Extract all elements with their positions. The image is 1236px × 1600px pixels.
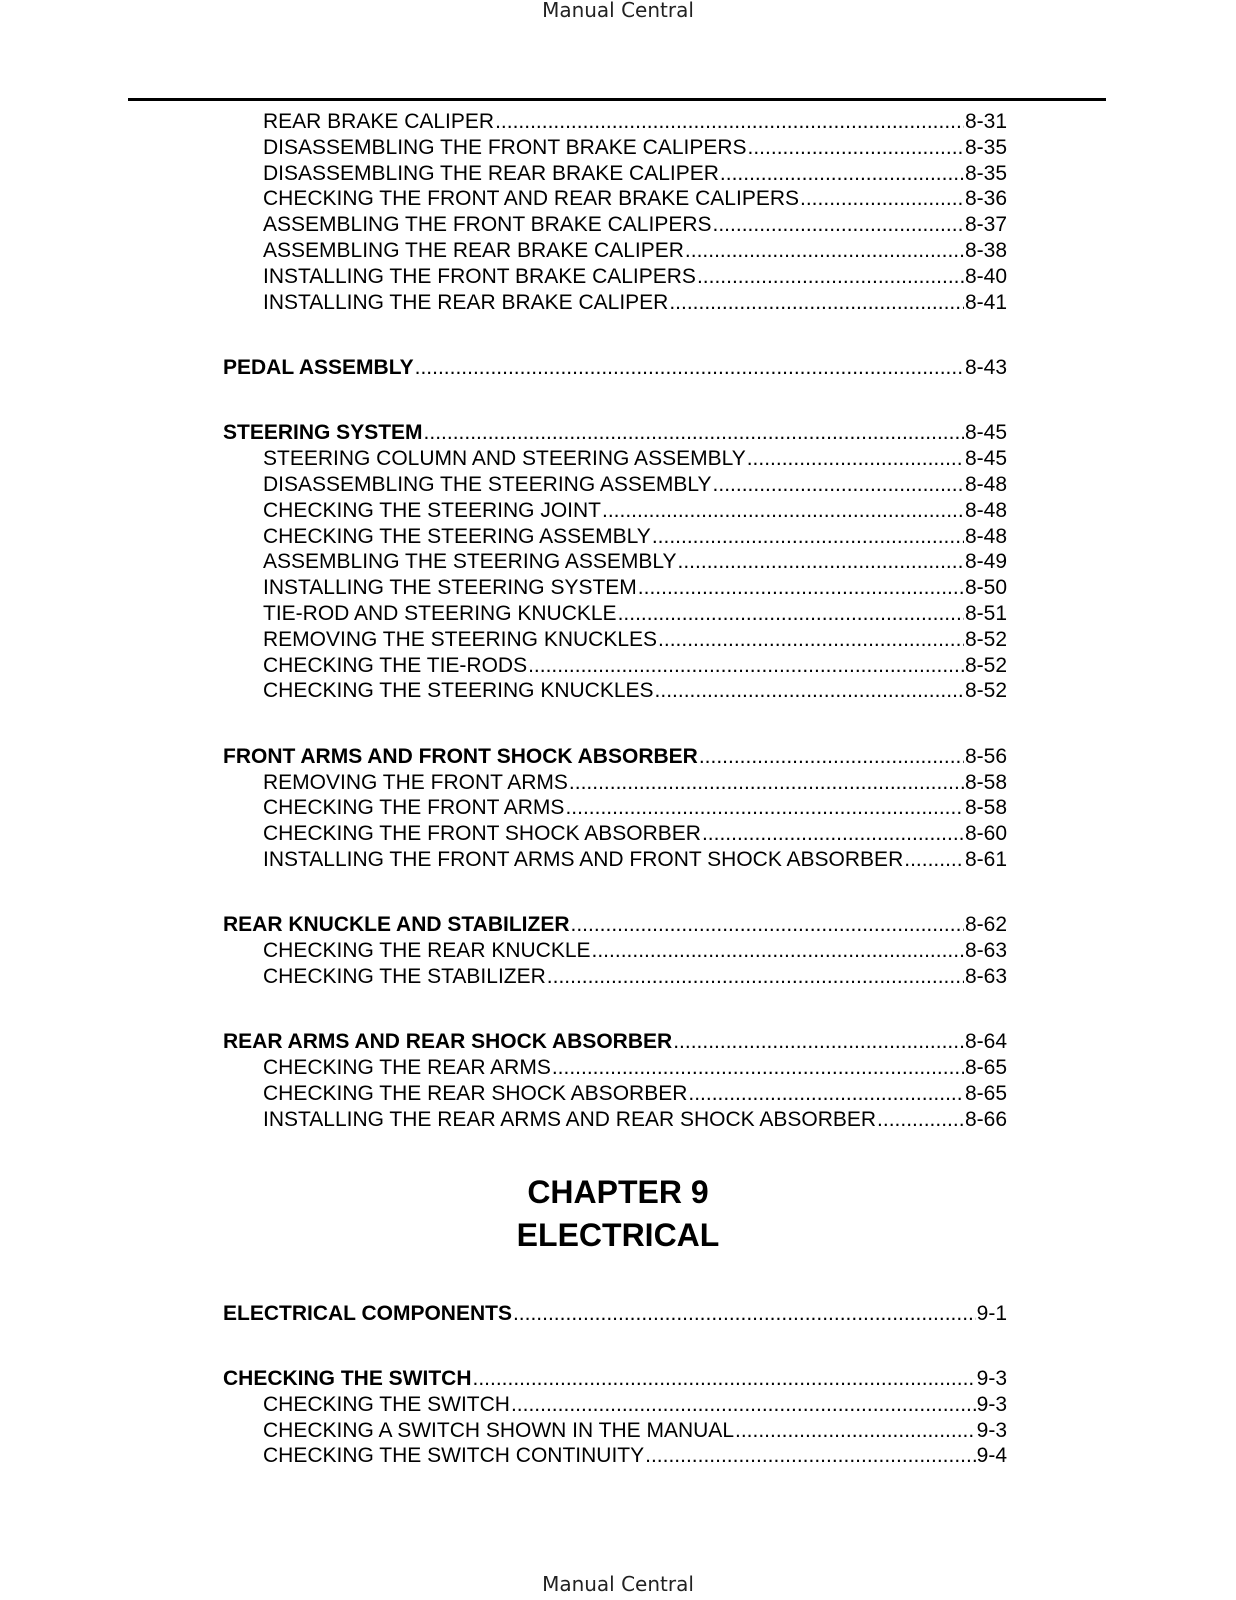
toc-leader-dots bbox=[658, 627, 964, 653]
toc-entry bbox=[263, 264, 1007, 290]
toc-entry-title: CHECKING THE STABILIZER bbox=[263, 965, 546, 988]
toc-entry-title: ASSEMBLING THE FRONT BRAKE CALIPERS bbox=[263, 213, 712, 237]
toc-entry-title: INSTALLING THE FRONT ARMS AND FRONT SHOCK ABSORBER bbox=[263, 848, 904, 871]
toc-page-number: 8-63 bbox=[964, 939, 1007, 963]
toc-leader-dots bbox=[592, 938, 964, 964]
toc-entry bbox=[263, 186, 1007, 212]
toc-page-number: 8-58 bbox=[964, 796, 1007, 820]
toc-leader-dots bbox=[571, 912, 964, 938]
toc-page-number: 8-52 bbox=[964, 679, 1007, 703]
toc-leader-dots bbox=[415, 355, 964, 381]
toc-section-heading bbox=[223, 1029, 1007, 1055]
toc-entry bbox=[263, 938, 1007, 964]
toc-entry bbox=[263, 1081, 1007, 1107]
toc-entry-title: INSTALLING THE FRONT BRAKE CALIPERS bbox=[263, 264, 696, 288]
toc-leader-dots bbox=[877, 1107, 964, 1133]
toc-page-number: 8-52 bbox=[964, 653, 1007, 677]
toc-entry bbox=[263, 1392, 1007, 1418]
toc-entry-title: FRONT ARMS AND FRONT SHOCK ABSORBER bbox=[223, 744, 698, 768]
toc-page-number: 8-40 bbox=[964, 264, 1007, 288]
toc-entry-title: ELECTRICAL COMPONENTS bbox=[223, 1301, 512, 1325]
toc-page-number: 9-3 bbox=[976, 1367, 1007, 1390]
toc-page-number: 8-45 bbox=[964, 421, 1007, 445]
toc-entry-title: REMOVING THE STEERING KNUCKLES bbox=[263, 627, 658, 651]
toc-leader-dots bbox=[688, 1081, 964, 1107]
toc-entry bbox=[263, 627, 1007, 653]
toc-section-heading bbox=[223, 1366, 1007, 1392]
toc-page-number: 8-65 bbox=[964, 1082, 1007, 1105]
toc-entry-title: REAR ARMS AND REAR SHOCK ABSORBER bbox=[223, 1030, 673, 1054]
toc-entry bbox=[263, 1107, 1007, 1133]
toc-entry-title: DISASSEMBLING THE REAR BRAKE CALIPER bbox=[263, 161, 719, 185]
toc-entry bbox=[263, 821, 1007, 847]
header-rule bbox=[128, 98, 1106, 101]
toc-leader-dots bbox=[904, 847, 964, 873]
toc-page-number: 8-48 bbox=[964, 498, 1007, 522]
toc-leader-dots bbox=[697, 264, 964, 290]
toc-leader-dots bbox=[552, 1055, 964, 1081]
toc-page-number: 9-3 bbox=[976, 1392, 1007, 1416]
toc-leader-dots bbox=[495, 109, 964, 135]
toc-leader-dots bbox=[513, 1301, 976, 1327]
toc-entry bbox=[263, 601, 1007, 627]
toc-leader-dots bbox=[424, 420, 964, 446]
toc-page-number: 8-58 bbox=[964, 770, 1007, 794]
toc-page-number: 8-38 bbox=[964, 239, 1007, 262]
toc-entry bbox=[263, 653, 1007, 679]
toc-entry bbox=[263, 1418, 1007, 1444]
toc-entry bbox=[263, 212, 1007, 238]
toc-entry-title: CHECKING THE STEERING JOINT bbox=[263, 498, 601, 522]
toc-leader-dots bbox=[678, 549, 964, 575]
toc-entry-title: CHECKING THE SWITCH CONTINUITY bbox=[263, 1444, 645, 1468]
toc-page-number: 8-62 bbox=[964, 913, 1007, 937]
toc-entry-title: DISASSEMBLING THE STEERING ASSEMBLY bbox=[263, 473, 712, 496]
toc-entry bbox=[263, 964, 1007, 990]
toc-entry-title: CHECKING THE FRONT AND REAR BRAKE CALIPERS bbox=[263, 187, 800, 211]
toc-entry-title: CHECKING THE SWITCH bbox=[223, 1367, 472, 1390]
toc-entry-title: ASSEMBLING THE STEERING ASSEMBLY bbox=[263, 550, 677, 574]
toc-entry bbox=[263, 795, 1007, 821]
toc-leader-dots bbox=[652, 524, 964, 550]
toc-page-number: 8-41 bbox=[964, 290, 1007, 314]
toc-page-number: 8-50 bbox=[964, 576, 1007, 600]
toc-leader-dots bbox=[528, 653, 964, 679]
page-footer: Manual Central bbox=[542, 1572, 694, 1596]
toc-entry bbox=[263, 135, 1007, 161]
toc-entry bbox=[263, 678, 1007, 704]
toc-leader-dots bbox=[511, 1392, 976, 1418]
toc-entry-title: INSTALLING THE REAR ARMS AND REAR SHOCK ABSORBER bbox=[263, 1107, 877, 1131]
toc-section-heading bbox=[223, 420, 1007, 446]
toc-entry-title: CHECKING THE FRONT SHOCK ABSORBER bbox=[263, 822, 701, 846]
toc-entry bbox=[263, 290, 1007, 316]
toc-entry-title: INSTALLING THE REAR BRAKE CALIPER bbox=[263, 290, 669, 314]
toc-page-number: 9-3 bbox=[976, 1418, 1007, 1442]
toc-entry bbox=[263, 109, 1007, 135]
toc-entry-title: PEDAL ASSEMBLY bbox=[223, 356, 414, 379]
toc-page-number: 8-36 bbox=[964, 187, 1007, 211]
toc-leader-dots bbox=[713, 472, 964, 498]
toc-entry-title: DISASSEMBLING THE FRONT BRAKE CALIPERS bbox=[263, 135, 747, 159]
toc-page-number: 8-66 bbox=[964, 1107, 1007, 1131]
toc-page-number: 8-35 bbox=[964, 161, 1007, 185]
toc-entry-title: CHECKING THE STEERING ASSEMBLY bbox=[263, 524, 651, 548]
toc-entry-title: REAR KNUCKLE AND STABILIZER bbox=[223, 913, 570, 937]
toc-entry-title: ASSEMBLING THE REAR BRAKE CALIPER bbox=[263, 239, 684, 262]
toc-leader-dots bbox=[673, 1029, 964, 1055]
toc-entry bbox=[263, 161, 1007, 187]
toc-leader-dots bbox=[618, 601, 964, 627]
toc-leader-dots bbox=[569, 770, 964, 796]
toc-page-number: 8-61 bbox=[964, 848, 1007, 871]
toc-page-number: 8-45 bbox=[964, 447, 1007, 471]
toc-entry-title: INSTALLING THE STEERING SYSTEM bbox=[263, 576, 637, 600]
toc-leader-dots bbox=[702, 821, 964, 847]
toc-page-number: 9-1 bbox=[976, 1301, 1007, 1325]
toc-page-number: 8-63 bbox=[964, 965, 1007, 988]
toc-page-number: 8-31 bbox=[964, 110, 1007, 133]
toc-leader-dots bbox=[645, 1443, 976, 1469]
chapter-title: ELECTRICAL bbox=[516, 1217, 720, 1253]
toc-leader-dots bbox=[720, 161, 964, 187]
toc-page-number: 8-51 bbox=[964, 602, 1007, 625]
toc-page-number: 8-64 bbox=[964, 1030, 1007, 1054]
toc-page-number: 8-49 bbox=[964, 550, 1007, 574]
toc-entry-title: CHECKING THE REAR KNUCKLE bbox=[263, 939, 591, 963]
toc-entry bbox=[263, 472, 1007, 498]
toc-leader-dots bbox=[565, 795, 964, 821]
toc-leader-dots bbox=[473, 1366, 976, 1392]
toc-page-number: 8-52 bbox=[964, 627, 1007, 651]
toc-entry bbox=[263, 524, 1007, 550]
toc-leader-dots bbox=[735, 1418, 976, 1444]
toc-page-number: 8-60 bbox=[964, 822, 1007, 846]
toc-entry bbox=[263, 1443, 1007, 1469]
toc-page-number: 8-43 bbox=[964, 356, 1007, 379]
toc-entry bbox=[263, 847, 1007, 873]
toc-entry bbox=[263, 575, 1007, 601]
page-header: Manual Central bbox=[542, 0, 694, 22]
toc-entry-title: CHECKING THE REAR SHOCK ABSORBER bbox=[263, 1082, 688, 1105]
toc-entry bbox=[263, 1055, 1007, 1081]
toc-entry-title: STEERING SYSTEM bbox=[223, 421, 423, 445]
toc-entry bbox=[263, 238, 1007, 264]
toc-entry-title: STEERING COLUMN AND STEERING ASSEMBLY bbox=[263, 447, 746, 471]
toc-page-number: 8-35 bbox=[964, 135, 1007, 159]
toc-entry bbox=[263, 770, 1007, 796]
toc-entry bbox=[263, 498, 1007, 524]
toc-leader-dots bbox=[713, 212, 964, 238]
toc-leader-dots bbox=[638, 575, 964, 601]
toc-section-heading bbox=[223, 1301, 1007, 1327]
toc-section-heading bbox=[223, 912, 1007, 938]
toc-leader-dots bbox=[800, 186, 964, 212]
toc-leader-dots bbox=[669, 290, 964, 316]
toc-page-number: 8-48 bbox=[964, 473, 1007, 496]
toc-entry-title: REAR BRAKE CALIPER bbox=[263, 110, 495, 133]
toc-page-number: 8-56 bbox=[964, 744, 1007, 768]
toc-leader-dots bbox=[685, 238, 964, 264]
toc-leader-dots bbox=[747, 446, 964, 472]
chapter-number: CHAPTER 9 bbox=[527, 1174, 709, 1210]
toc-section-heading bbox=[223, 355, 1007, 381]
toc-leader-dots bbox=[547, 964, 964, 990]
toc-entry-title: CHECKING THE FRONT ARMS bbox=[263, 796, 565, 820]
toc-entry-title: CHECKING THE SWITCH bbox=[263, 1392, 510, 1416]
toc-leader-dots bbox=[602, 498, 964, 524]
toc-entry-title: CHECKING THE TIE-RODS bbox=[263, 653, 528, 677]
toc-page-number: 8-37 bbox=[964, 213, 1007, 237]
toc-entry-title: TIE-ROD AND STEERING KNUCKLE bbox=[263, 602, 617, 625]
toc-section-heading bbox=[223, 744, 1007, 770]
toc-page-number: 8-65 bbox=[964, 1056, 1007, 1080]
toc-entry-title: REMOVING THE FRONT ARMS bbox=[263, 770, 568, 794]
toc-leader-dots bbox=[655, 678, 964, 704]
toc-entry bbox=[263, 549, 1007, 575]
toc-page-number: 8-48 bbox=[964, 524, 1007, 548]
toc-page-number: 9-4 bbox=[976, 1444, 1007, 1468]
toc-leader-dots bbox=[699, 744, 964, 770]
toc-entry-title: CHECKING THE STEERING KNUCKLES bbox=[263, 679, 654, 703]
toc-entry-title: CHECKING A SWITCH SHOWN IN THE MANUAL bbox=[263, 1418, 734, 1442]
toc-leader-dots bbox=[748, 135, 964, 161]
toc-entry-title: CHECKING THE REAR ARMS bbox=[263, 1056, 551, 1080]
toc-entry bbox=[263, 446, 1007, 472]
